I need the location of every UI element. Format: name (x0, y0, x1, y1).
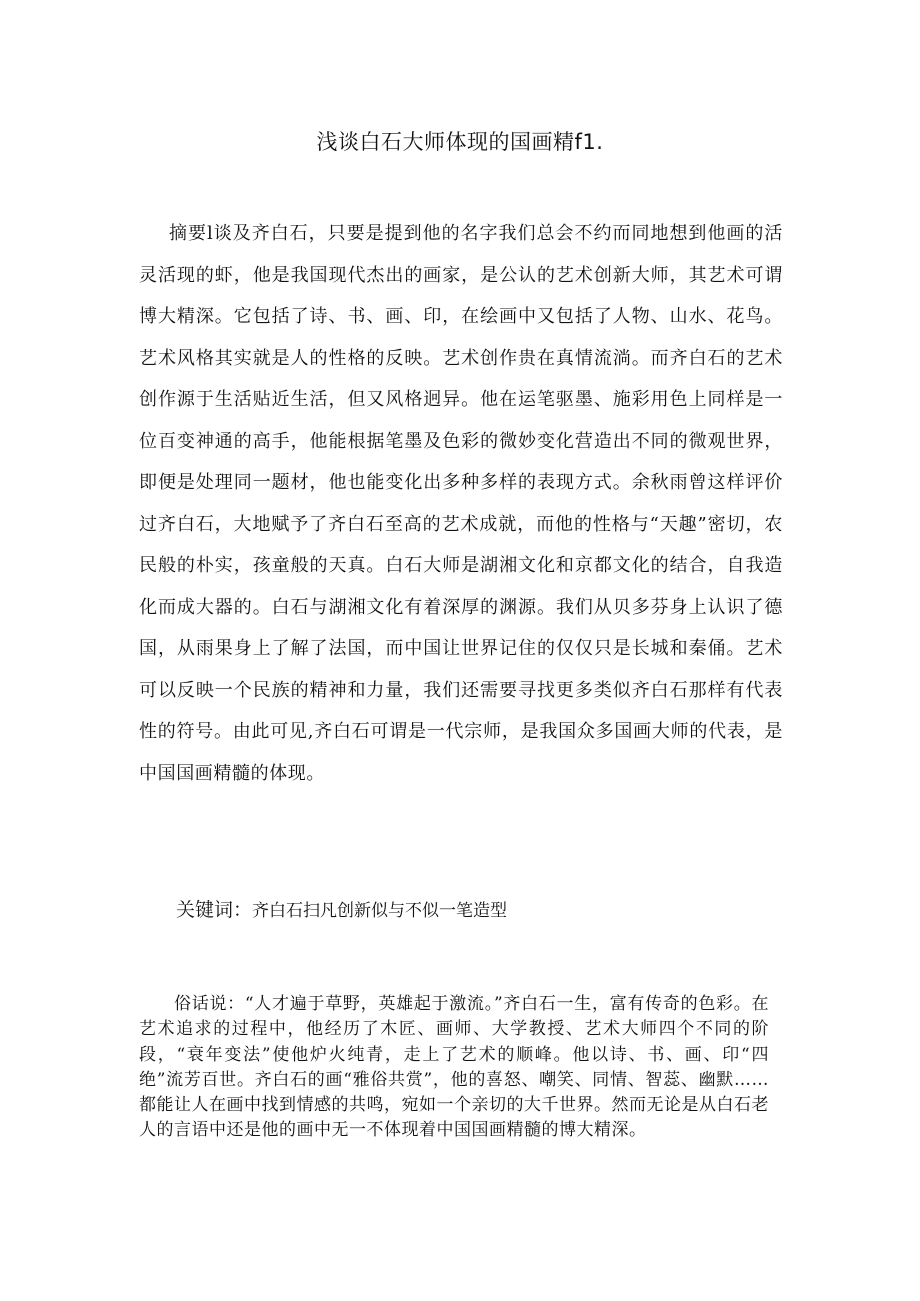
keywords-line (176, 897, 816, 924)
keywords-text: 齐白石扫凡创新似与不似一笔造型 (252, 901, 508, 921)
document-title: 浅谈白石大师体现的国画精f1. (316, 130, 604, 154)
body-paragraph: 俗话说：“人才遍于草野，英雄起于激流。”齐白石一生，富有传奇的色彩。在艺术追求的过程中，他经历了木匠、画师、大学教授、艺术大师四个不同的阶段，“衰年变法”使他炉火纯青，走上了艺术的顺峰。他以诗、书、画、印“四绝”流芳百世。齐白石的画“雅俗共赏”，他的喜怒、嘲笑、同情、智蕊、幽默……都能让人在画中找到情感的共鸣，宛如一个亲切的大千世界。然而无论是从白石老人的言语中还是他的画中无一不体现着中国国画精髓的博大精深。 (139, 994, 769, 1141)
abstract-paragraph: 摘要l谈及齐白石，只要是提到他的名字我们总会不约而同地想到他画的活灵活现的虾，他是我国现代杰出的画家，是公认的艺术创新大师，其艺术可谓博大精深。它包括了诗、书、画、印，在绘画中又包括了人物、山水、花鸟。艺术风格其实就是人的性格的反映。艺术创作贵在真情流淌。而齐白石的艺术创作源于生活贴近生活，但又风格迥异。他在运笔驱墨、施彩用色上同样是一位百变神通的高手，他能根据笔墨及色彩的微妙变化营造出不同的微观世界，即便是处理同一题材，他也能变化出多种多样的表现方式。余秋雨曾这样评价过齐白石，大地赋予了齐白石至高的艺术成就，而他的性格与“天趣”密切，农民般的朴实，孩童般的天真。白石大师是湖湘文化和京都文化的结合，自我造化而成大器的。白石与湖湘文化有着深厚的渊源。我们从贝多芬身上认识了德国，从雨果身上了解了法国，而中国让世界记住的仅仅只是长城和秦俑。艺术可以反映一个民族的精神和力量，我们还需要寻找更多类似齐白石那样有代表性的符号。由此可见,齐白石可谓是一代宗师，是我国众多国画大师的代表，是中国国画精髓的体现。 (139, 223, 783, 784)
keywords-label: 关键词： (176, 899, 253, 921)
